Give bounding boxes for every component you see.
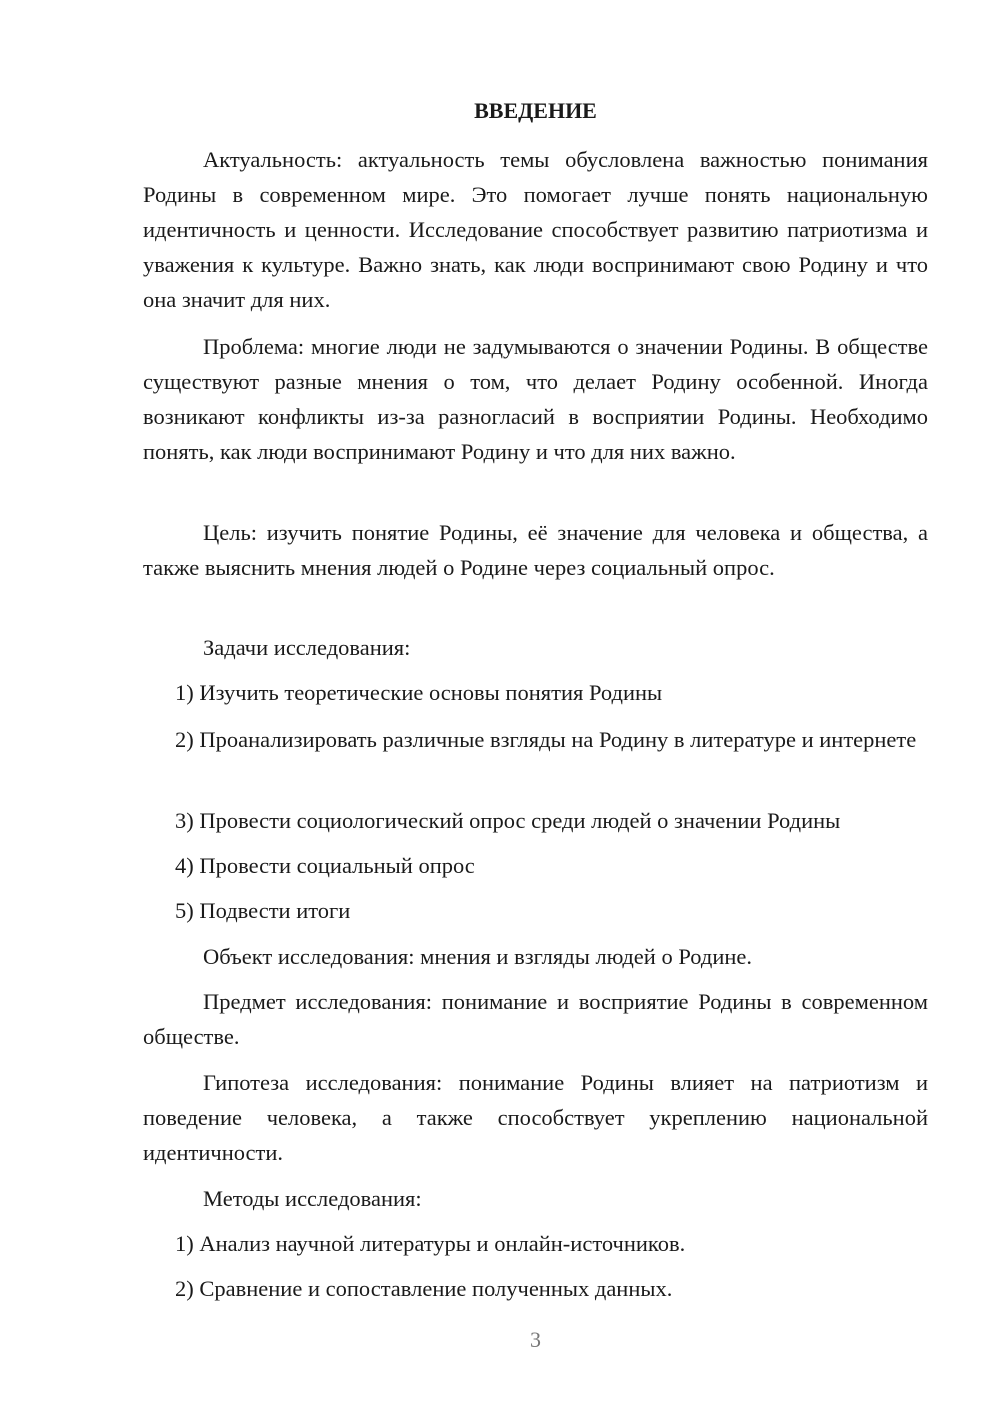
method-item-2: 2) Сравнение и сопоставление полученных данных. (175, 1276, 673, 1301)
subject-paragraph: Предмет исследования: понимание и восприятие Родины в современном обществе. (143, 989, 928, 1049)
section-title: ВВЕДЕНИЕ (474, 98, 597, 123)
methods-header: Методы исследования: (203, 1186, 422, 1211)
task-item-3: 3) Провести социологический опрос среди людей о значении Родины (175, 808, 841, 833)
tasks-header: Задачи исследования: (203, 635, 411, 660)
task-item-5: 5) Подвести итоги (175, 898, 351, 923)
method-item-1: 1) Анализ научной литературы и онлайн-источников. (175, 1231, 686, 1256)
hypothesis-paragraph: Гипотеза исследования: понимание Родины влияет на патриотизм и поведение человека, а также способствует укреплению национальной идентичности. (143, 1070, 928, 1165)
task-item-2: 2) Проанализировать различные взгляды на Родину в литературе и интернете (175, 727, 917, 752)
relevance-paragraph: Актуальность: актуальность темы обусловлена важностью понимания Родины в современном мире. Это помогает лучше понять национальную идентичность и ценности. Исследование способствует развитию патриотизма и уважения к культуре. Важно знать, как люди воспринимают свою Родину и что она значит для них. (143, 147, 928, 312)
goal-paragraph: Цель: изучить понятие Родины, её значение для человека и общества, а также выяснить мнения людей о Родине через социальный опрос. (143, 520, 928, 580)
object-paragraph: Объект исследования: мнения и взгляды людей о Родине. (203, 944, 753, 969)
problem-paragraph: Проблема: многие люди не задумываются о значении Родины. В обществе существуют разные мнения о том, что делает Родину особенной. Иногда возникают конфликты из-за разногласий в восприятии Родины. Необходимо понять, как люди воспринимают Родину и что для них важно. (143, 334, 928, 464)
task-item-4: 4) Провести социальный опрос (175, 853, 475, 878)
page-number: 3 (530, 1327, 541, 1352)
task-item-1: 1) Изучить теоретические основы понятия Родины (175, 680, 663, 705)
